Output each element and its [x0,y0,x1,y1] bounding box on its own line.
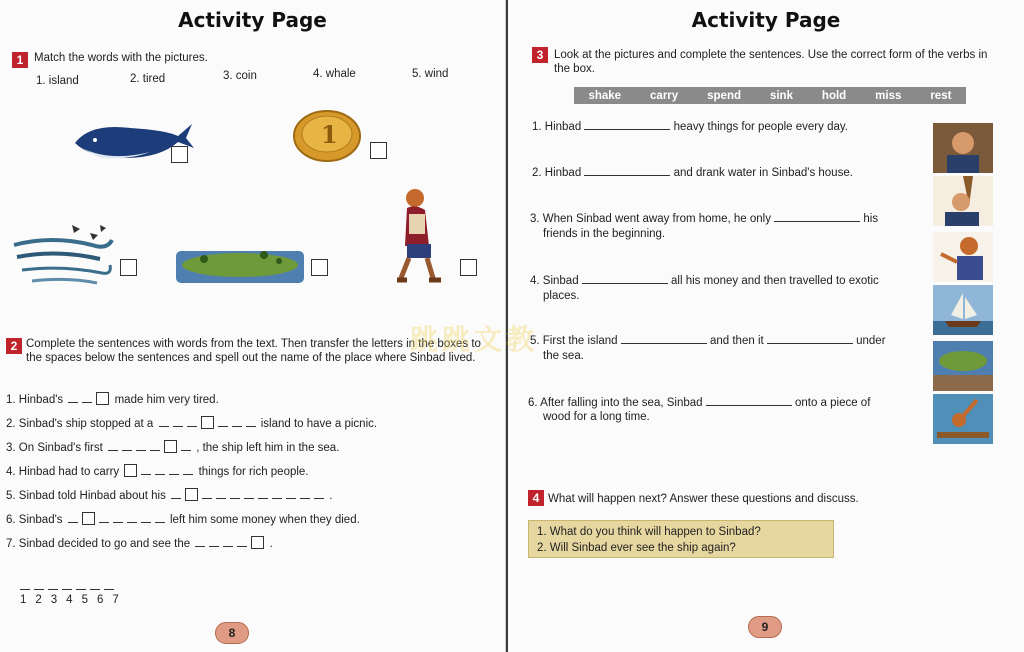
question-2: 2. Will Sinbad ever see the ship again? [537,542,736,554]
answer-numbers: 1234567 [20,594,128,606]
page-title: Activity Page [691,8,841,32]
s3-sentence-1-b: heavy things for people every day. [673,121,848,133]
section-4-instruction: What will happen next? Answer these questions and discuss. [548,493,859,505]
s3-sentence-2 [532,166,853,181]
sentence-6-pre: 6. Sinbad's [6,514,63,526]
sentence-1-post: made him very tired. [114,394,219,406]
sinbad-waving-picture [933,232,993,282]
s3-sentence-4 [530,274,879,289]
letter-box-3[interactable] [164,440,177,453]
word-coin: 3. coin [223,70,257,82]
match-box-coin[interactable] [370,142,387,159]
sentence-5-pre: 5. Sinbad told Hinbad about his [6,490,166,502]
wind-picture [12,215,117,290]
letter-box-4[interactable] [124,464,137,477]
section-1-instruction: Match the words with the pictures. [34,52,208,64]
letter-box-2[interactable] [201,416,214,429]
sentence-7-pre: 7. Sinbad decided to go and see the [6,538,191,550]
s3-blank-6[interactable] [706,396,792,406]
sentence-3-post: , the ship left him in the sea. [196,442,340,454]
s3-sentence-6-b: onto a piece of [794,397,871,409]
section-3-instruction: Look at the pictures and complete the sentences. Use the correct form of the verbs in the box. [554,49,988,75]
match-box-tired[interactable] [460,259,477,276]
verb-box [574,87,966,104]
sentence-3-pre: 3. On Sinbad's first [6,442,103,454]
page-number: 8 [215,622,249,644]
verb-shake: shake [588,89,622,102]
page-title: Activity Page [178,8,327,32]
question-1: 1. What do you think will happen to Sinbad? [537,526,761,538]
sentence-1 [6,392,219,408]
sentence-6 [6,512,360,528]
s3-sentence-2-b: and drank water in Sinbad's house. [673,167,853,179]
sentence-5-post: . [329,490,333,502]
s3-sentence-3-a: 3. When Sinbad went away from home, he only [530,213,771,225]
match-box-wind[interactable] [120,259,137,276]
letter-box-5[interactable] [185,488,198,501]
word-whale: 4. whale [313,68,356,80]
verb-miss: miss [875,89,902,102]
right-page [508,0,1024,652]
ship-picture [933,285,993,335]
s3-sentence-4-c: places. [543,290,580,302]
section-2-instruction: Complete the sentences with words from the text. Then transfer the letters in the boxes to the spaces below the sentences and spell out the name of the place where Sinbad lived. [26,338,481,364]
discussion-questions [528,520,834,558]
s3-sentence-2-a: 2. Hinbad [532,167,582,179]
verb-rest: rest [930,89,952,102]
s3-sentence-3-c: friends in the beginning. [543,228,666,240]
answer-blanks[interactable] [18,580,116,593]
sentence-1-pre: 1. Hinbad's [6,394,64,406]
tired-man-picture [395,186,455,286]
word-wind: 5. wind [412,68,449,80]
section-2-number: 2 [6,338,22,354]
s3-sentence-5-b: and then it [709,335,764,347]
sentence-2-post: island to have a picnic. [260,418,378,430]
letter-box-6[interactable] [82,512,95,525]
word-tired: 2. tired [130,73,166,85]
s3-blank-3[interactable] [774,212,860,222]
s3-sentence-6-a: 6. After falling into the sea, Sinbad [528,397,703,409]
sentence-2 [6,416,377,432]
s3-sentence-5-c: the sea. [543,350,584,362]
s3-blank-1[interactable] [584,120,670,130]
sentence-4-pre: 4. Hinbad had to carry [6,466,120,478]
svg-text:1: 1 [321,120,338,149]
s3-sentence-3-b: his [863,213,879,225]
verb-sink: sink [769,89,793,102]
s3-sentence-6 [528,396,870,411]
match-box-whale[interactable] [171,146,188,163]
s3-blank-2[interactable] [584,166,670,176]
s3-sentence-4-b: all his money and then travelled to exotic [671,275,879,287]
s3-sentence-5 [530,334,886,349]
sentence-2-pre: 2. Sinbad's ship stopped at a [6,418,154,430]
sentence-4 [6,464,309,480]
sentence-7-post: . [269,538,273,550]
verb-hold: hold [821,89,847,102]
verb-carry: carry [650,89,679,102]
sentence-3 [6,440,339,456]
sentence-7 [6,536,273,552]
s3-sentence-5-a: 5. First the island [530,335,618,347]
sentence-4-post: things for rich people. [198,466,309,478]
match-box-island[interactable] [311,259,328,276]
page-number: 9 [748,616,782,638]
s3-blank-4[interactable] [582,274,668,284]
s3-sentence-3 [530,212,878,227]
island-picture [174,243,306,288]
section-3-number: 3 [532,47,548,63]
coin-picture [292,108,362,163]
hinbad-drinking-picture [933,176,993,226]
s3-sentence-1 [532,120,848,135]
s3-sentence-1-a: 1. Hinbad [532,121,582,133]
sinbad-in-sea-picture [933,394,993,444]
word-island: 1. island [36,75,79,87]
s3-sentence-6-c: wood for a long time. [543,411,650,423]
sentence-6-post: left him some money when they died. [169,514,360,526]
letter-box-7[interactable] [251,536,264,549]
section-1-number: 1 [12,52,28,68]
island-sinking-picture [933,341,993,391]
hinbad-tired-picture [933,123,993,173]
verb-spend: spend [707,89,741,102]
s3-blank-5a[interactable] [621,334,707,344]
s3-sentence-4-a: 4. Sinbad [530,275,579,287]
watermark: 跳跳文教 [410,324,539,355]
sentence-5 [6,488,332,504]
section-4-number: 4 [528,490,544,506]
s3-blank-5b[interactable] [767,334,853,344]
letter-box-1[interactable] [96,392,109,405]
s3-sentence-5-b2: under [856,335,886,347]
